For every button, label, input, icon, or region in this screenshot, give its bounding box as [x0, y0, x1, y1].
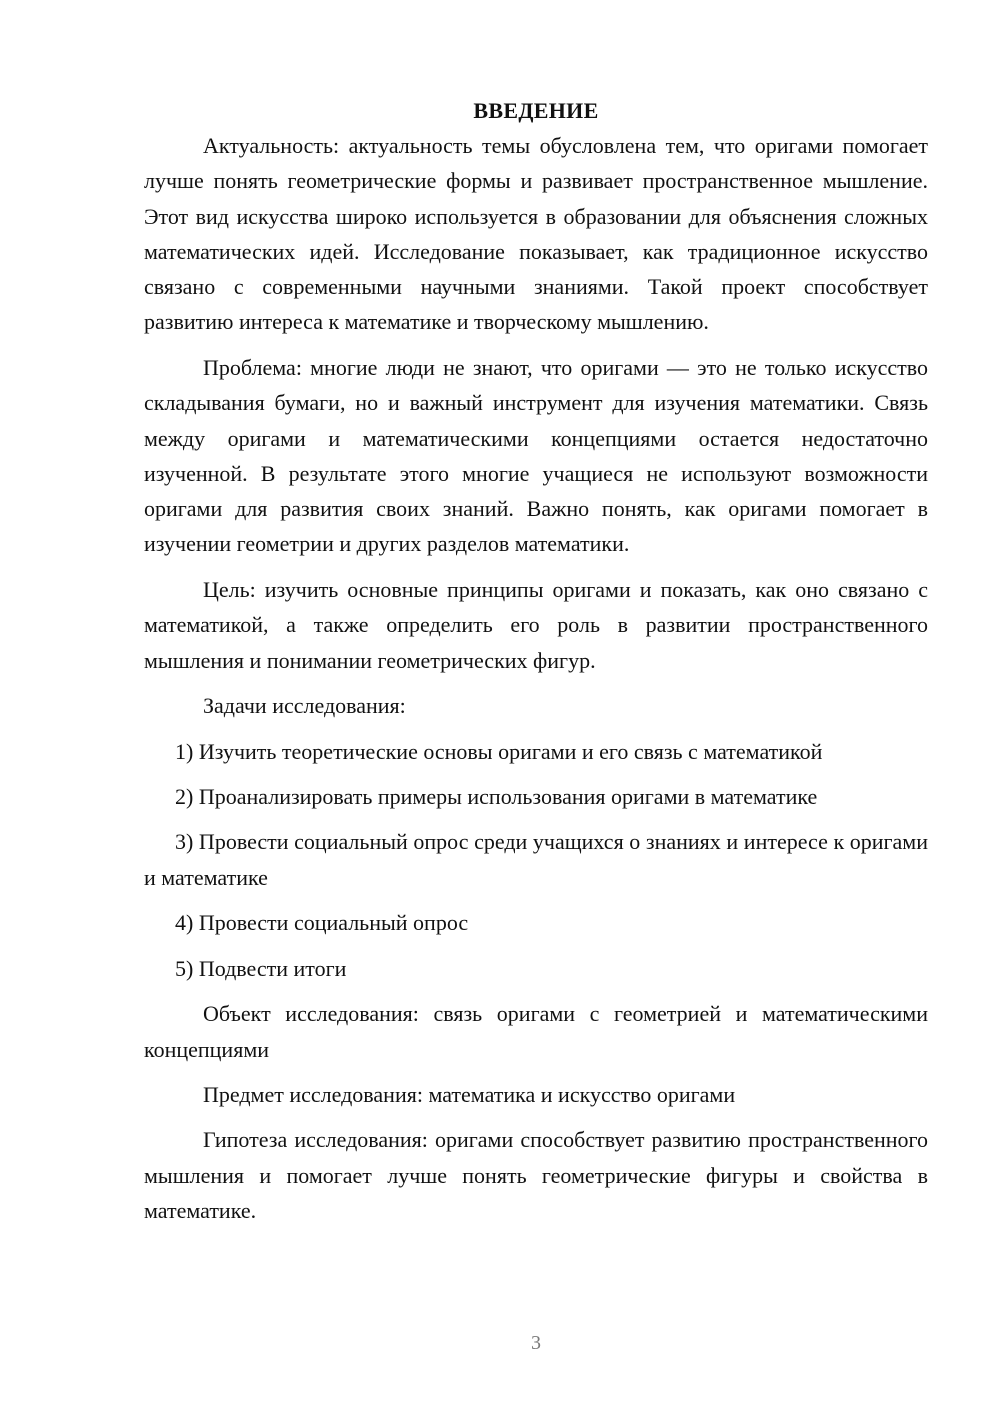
task-item-4: 4) Провести социальный опрос [175, 910, 469, 936]
task-item-3: 3) Провести социальный опрос среди учащихся о знаниях и интересе к оригами и математике [144, 829, 928, 890]
subject-paragraph: Предмет исследования: математика и искусство оригами [203, 1082, 736, 1107]
task-item-5: 5) Подвести итоги [175, 955, 347, 981]
object-paragraph: Объект исследования: связь оригами с геометрией и математическими концепциями [144, 1001, 928, 1062]
task-item-2: 2) Проанализировать примеры использования оригами в математике [175, 783, 818, 809]
tasks-heading: Задачи исследования: [203, 693, 406, 719]
relevance-paragraph: Актуальность: актуальность темы обусловлена тем, что оригами помогает лучше понять геометрические формы и развивает пространственное мышление. Этот вид искусства широко используется в образовании для объяснения сложных математических идей. Исследование показывает, как традиционное искусство связано с современными научными знаниями. Такой проект способствует развитию интереса к математике и творческому мышлению. [144, 133, 928, 335]
page-number: 3 [531, 1332, 541, 1354]
problem-paragraph: Проблема: многие люди не знают, что оригами — это не только искусство складывания бумаги, но и важный инструмент для изучения математики. Связь между оригами и математическими концепциями остается недостаточно изученной. В результате этого многие учащиеся не используют возможности оригами для развития своих знаний. Важно понять, как оригами помогает в изучении геометрии и других разделов математики. [144, 354, 928, 557]
task-item-1: 1) Изучить теоретические основы оригами и его связь с математикой [175, 738, 823, 764]
page-content [144, 93, 928, 1239]
goal-paragraph: Цель: изучить основные принципы оригами и показать, как оно связано с математикой, а также определить его роль в развитии пространственного мышления и понимании геометрических фигур. [144, 576, 928, 673]
page-title: ВВЕДЕНИЕ [473, 98, 599, 123]
hypothesis-paragraph: Гипотеза исследования: оригами способствует развитию пространственного мышления и помогает лучше понять геометрические фигуры и свойства в математике. [144, 1127, 928, 1224]
